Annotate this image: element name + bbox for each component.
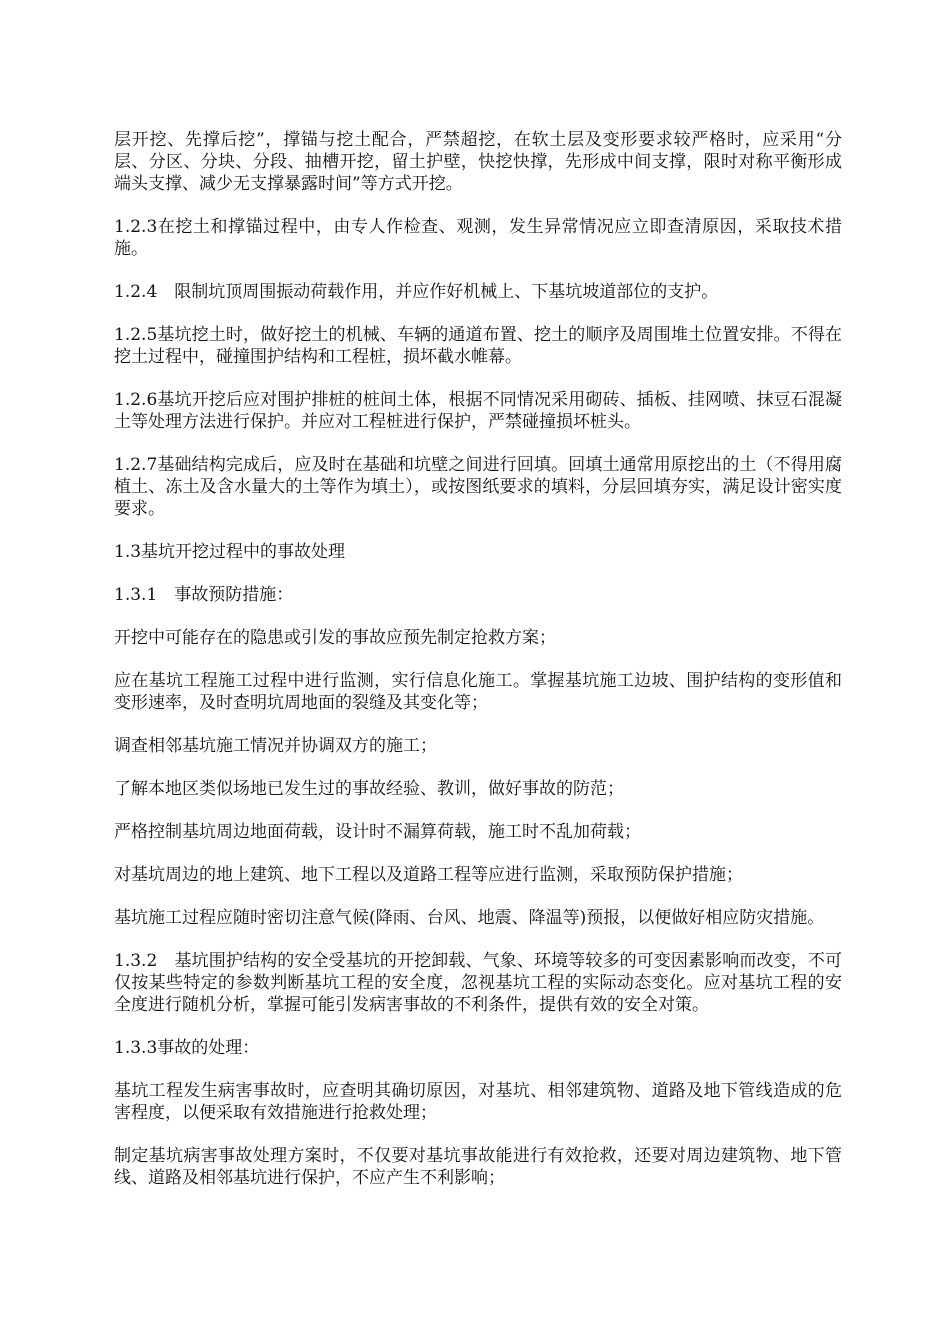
list-item-load-control: 严格控制基坑周边地面荷载，设计时不漏算荷载，施工时不乱加荷载； (114, 822, 641, 842)
paragraph-1-2-7: 1.2.7基础结构完成后，应及时在基础和坑壁之间进行回填。回填土通常用原挖出的土（不得用腐植土、冻土及含水量大的土等作为填土），或按图纸要求的填料，分层回填夯实，满足设计密实度要求。 (114, 455, 842, 519)
list-item-investigate-cause: 基坑工程发生病害事故时，应查明其确切原因，对基坑、相邻建筑物、道路及地下管线造成的危害程度，以便采取有效措施进行抢救处理； (114, 1081, 842, 1123)
paragraph-1-3-2: 1.3.2 基坑围护结构的安全受基坑的开挖卸载、气象、环境等较多的可变因素影响而改变，不可仅按某些特定的参数判断基坑工程的安全度，忽视基坑工程的实际动态变化。应对基坑工程的安全度进行随机分析，掌握可能引发病害事故的不利条件，提供有效的安全对策。 (114, 951, 842, 1015)
paragraph-continuation: 层开挖、先撑后挖”，撑锚与挖土配合，严禁超挖，在软土层及变形要求较严格时，应采用“分层、分区、分块、分段、抽槽开挖，留土护壁，快挖快撑，先形成中间支撑，限时对称平衡形成端头支撑、减少无支撑暴露时间”等方式开挖。 (114, 130, 842, 194)
document-body (114, 129, 842, 1210)
paragraph-1-2-4: 1.2.4 限制坑顶周围振动荷载作用，并应作好机械上、下基坑坡道部位的支护。 (114, 282, 719, 302)
list-item-coordination: 调查相邻基坑施工情况并协调双方的施工； (114, 736, 437, 756)
paragraph-1-2-3: 1.2.3在挖土和撑锚过程中，由专人作检查、观测，发生异常情况应立即查清原因，采取技术措施。 (114, 217, 842, 259)
subsection-heading-1-3-1: 1.3.1 事故预防措施： (114, 585, 294, 605)
paragraph-1-2-6: 1.2.6基坑开挖后应对围护排桩的桩间土体，根据不同情况采用砌砖、插板、挂网喷、抹豆石混凝土等处理方法进行保护。并应对工程桩进行保护，严禁碰撞损坏桩头。 (114, 390, 842, 432)
paragraph-1-2-5: 1.2.5基坑挖土时，做好挖土的机械、车辆的通道布置、挖土的顺序及周围堆土位置安排。不得在挖土过程中，碰撞围护结构和工程桩，损坏截水帷幕。 (114, 325, 842, 367)
subsection-heading-1-3-3: 1.3.3事故的处理： (114, 1038, 260, 1058)
list-item-surroundings: 对基坑周边的地上建筑、地下工程以及道路工程等应进行监测，采取预防保护措施； (114, 865, 743, 885)
list-item-lessons: 了解本地区类似场地已发生过的事故经验、教训，做好事故的防范； (114, 779, 624, 799)
section-heading-1-3: 1.3基坑开挖过程中的事故处理 (114, 542, 346, 562)
list-item-weather: 基坑施工过程应随时密切注意气候(降雨、台风、地震、降温等)预报，以便做好相应防灾措施。 (114, 908, 825, 928)
list-item-treatment-plan: 制定基坑病害事故处理方案时，不仅要对基坑事故能进行有效抢救，还要对周边建筑物、地下管线、道路及相邻基坑进行保护，不应产生不利影响； (114, 1146, 842, 1188)
list-item-monitoring: 应在基坑工程施工过程中进行监测，实行信息化施工。掌握基坑施工边坡、围护结构的变形值和变形速率，及时查明坑周地面的裂缝及其变化等； (114, 671, 842, 713)
list-item-rescue-plan: 开挖中可能存在的隐患或引发的事故应预先制定抢救方案； (114, 628, 556, 648)
